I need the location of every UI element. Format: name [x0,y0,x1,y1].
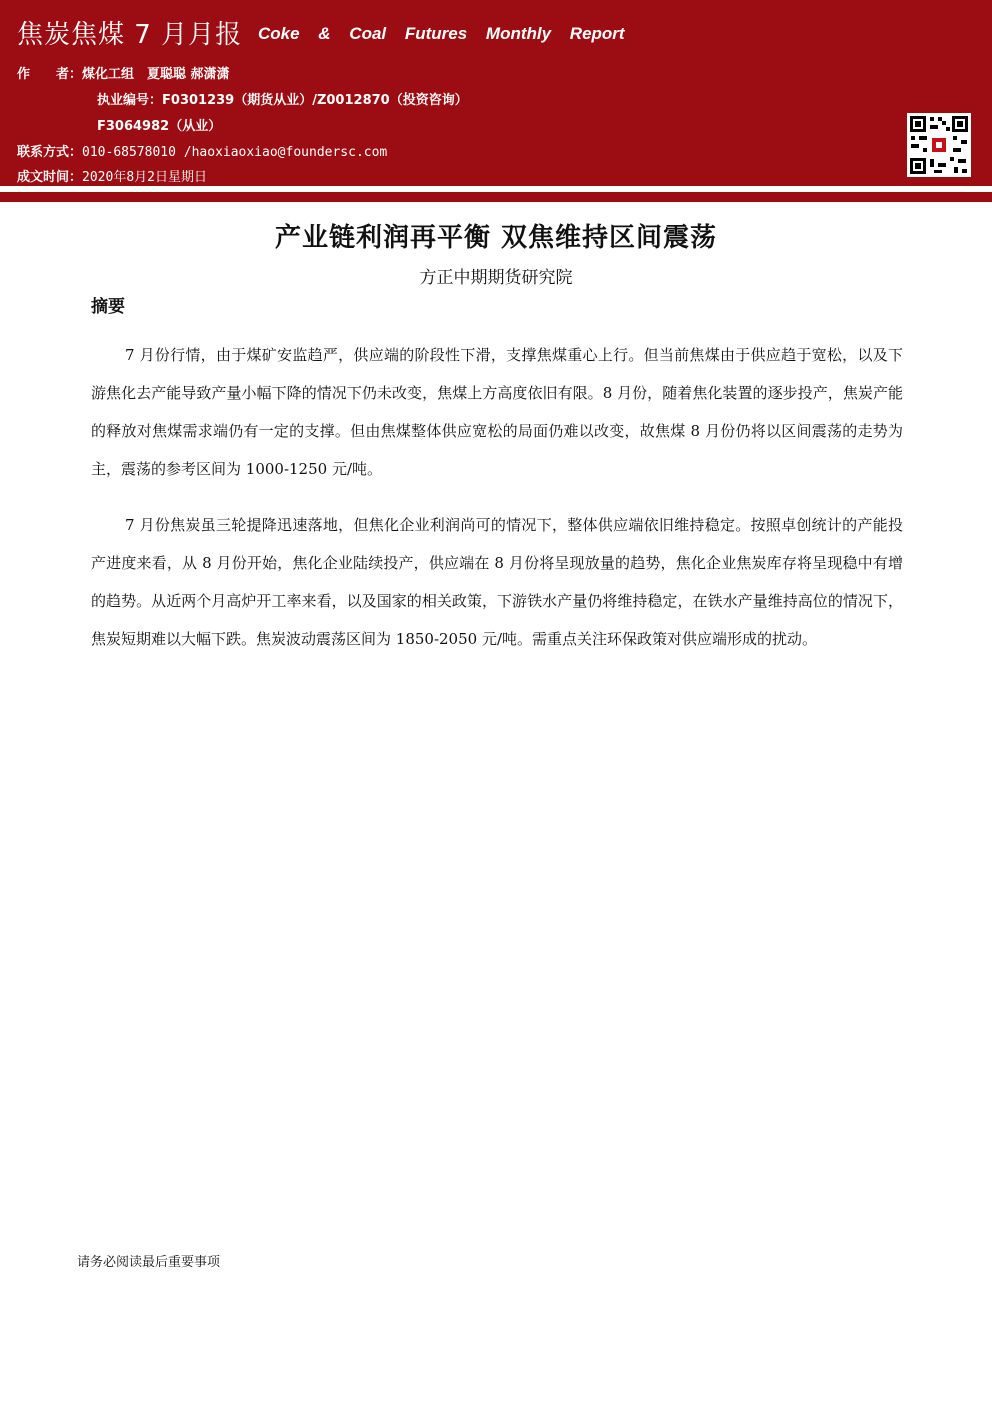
footer-disclaimer-note: 请务必阅读最后重要事项 [77,1255,221,1270]
license-line-2 [97,115,221,134]
date-value: 2020年8月2日星期日 [82,170,207,185]
section-heading-summary: 摘要 [91,297,125,317]
document-subtitle: 方正中期期货研究院 [419,268,573,288]
contact-line [17,141,387,160]
contact-value: 010-68578010 /haoxiaoxiao@foundersc.com [82,145,388,160]
qr-code-icon [907,113,971,177]
license-value: F0301239（期货从业）/Z0012870（投资咨询） [162,93,468,108]
author-label: 作 者： [17,67,83,82]
summary-paragraph-1: 7 月份行情，由于煤矿安监趋严，供应端的阶段性下滑，支撑焦煤重心上行。但当前焦煤由于供应趋于宽松，以及下游焦化去产能导致产量小幅下降的情况下仍未改变，焦煤上方高度依旧有限。8 月份，随着焦化装置的逐步投产，焦炭产能的释放对焦煤需求端仍有一定的支撑。但由焦煤整体供应宽松的局面仍难以改变，故焦煤 8 月份仍将以区间震荡的走势为主，震荡的参考区间为 1000-1250 元/吨。 [91,346,903,478]
report-header [0,0,992,186]
license-label: 执业编号： [97,93,163,108]
contact-label: 联系方式： [17,145,83,160]
license-line [97,89,468,108]
report-title-cn: 焦炭焦煤 7 月月报 [17,20,243,50]
author-line [17,63,230,82]
report-title-en: Coke & Coal Futures Monthly Report [258,24,625,43]
summary-paragraph-2: 7 月份焦炭虽三轮提降迅速落地，但焦化企业利润尚可的情况下，整体供应端依旧维持稳定。按照卓创统计的产能投产进度来看，从 8 月份开始，焦化企业陆续投产，供应端在 8 月份将呈现放量的趋势，焦化企业焦炭库存将呈现稳中有增的趋势。从近两个月高炉开工率来看，以及国家的相关政策，下游铁水产量仍将维持稳定，在铁水产量维持高位的情况下，焦炭短期难以大幅下跌。焦炭波动震荡区间为 1850-2050 元/吨。需重点关注环保政策对供应端形成的扰动。 [91,516,903,648]
document-title: 产业链利润再平衡 双焦维持区间震荡 [274,223,718,253]
header-divider [0,192,992,202]
author-value: 煤化工组 夏聪聪 郝潇潇 [82,67,230,82]
date-line [17,166,207,185]
date-label: 成文时间： [17,170,83,185]
license-value-2: F3064982（从业） [97,119,222,134]
